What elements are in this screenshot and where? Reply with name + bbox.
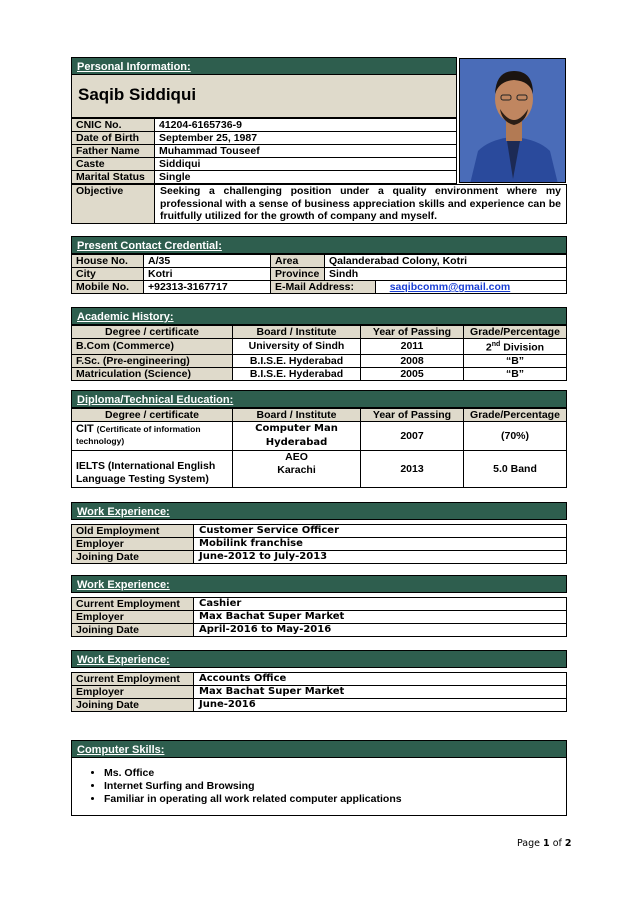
table-row <box>72 673 567 686</box>
board-cell: B.I.S.E. Hyderabad <box>233 367 361 380</box>
page-footer <box>517 838 572 849</box>
row-label: Employer <box>72 686 194 699</box>
column-header: Board / Institute <box>233 409 361 422</box>
board-line-1: Computer Man <box>255 423 338 434</box>
row-value: Max Bachat Super Market <box>194 686 567 699</box>
table-row <box>72 699 567 712</box>
row-value: Single <box>155 171 457 184</box>
board-cell: B.I.S.E. Hyderabad <box>233 354 361 367</box>
objective-table <box>71 184 567 224</box>
grade-rest: Division <box>500 341 545 354</box>
personal-table <box>71 118 457 184</box>
contact-table <box>71 254 567 294</box>
list-item: • Ms. Office <box>104 767 566 780</box>
academic-header: Academic History: <box>71 307 567 325</box>
email-label: E-Mail Address: <box>271 281 376 294</box>
row-label: Employer <box>72 538 194 551</box>
column-header: Year of Passing <box>361 409 464 422</box>
mobile-label: Mobile No. <box>72 281 144 294</box>
degree-cell: F.Sc. (Pre-engineering) <box>72 354 233 367</box>
list-item: • Familiar in operating all work related computer applications <box>104 793 566 806</box>
table-row <box>72 538 567 551</box>
year-cell: 2011 <box>361 339 464 355</box>
table-row <box>72 255 567 268</box>
row-value: Customer Service Officer <box>194 525 567 538</box>
row-label: Father Name <box>72 145 155 158</box>
row-value: Muhammad Touseef <box>155 145 457 158</box>
year-cell: 2005 <box>361 367 464 380</box>
table-row <box>72 158 457 171</box>
area-label: Area <box>271 255 325 268</box>
table-header-row <box>72 409 567 422</box>
diploma-header: Diploma/Technical Education: <box>71 390 567 408</box>
email-link[interactable]: saqibcomm@gmail.com <box>389 281 511 293</box>
row-label: Current Employment <box>72 673 194 686</box>
column-header: Grade/Percentage <box>464 326 567 339</box>
skills-box <box>71 758 567 816</box>
year-cell: 2013 <box>361 451 464 488</box>
table-row <box>72 145 457 158</box>
table-row <box>72 525 567 538</box>
page-total: 2 <box>564 838 572 849</box>
objective-text: Seeking a challenging position under a quality environment where my professional with a sense of business appreciation skills and experience can be fruitfully utilized for the growth of company and myself. <box>155 185 567 224</box>
row-value: Accounts Office <box>194 673 567 686</box>
row-label: Employer <box>72 611 194 624</box>
degree-cell: IELTS (International English Language Testing System) <box>72 451 233 488</box>
applicant-name: Saqib Siddiqui <box>78 85 197 104</box>
year-cell: 2008 <box>361 354 464 367</box>
work-header: Work Experience: <box>71 575 567 593</box>
board-cell: University of Sindh <box>233 339 361 355</box>
work-section-1 <box>71 502 567 564</box>
name-box <box>71 75 457 118</box>
province-label: Province <box>271 268 325 281</box>
column-header: Grade/Percentage <box>464 409 567 422</box>
board-line-2: Hyderabad <box>265 437 328 448</box>
column-header: Degree / certificate <box>72 409 233 422</box>
city-value: Kotri <box>144 268 271 281</box>
row-value: September 25, 1987 <box>155 132 457 145</box>
table-row <box>72 185 567 224</box>
table-row <box>72 119 457 132</box>
row-label: Joining Date <box>72 551 194 564</box>
house-label: House No. <box>72 255 144 268</box>
row-value: 41204-6165736-9 <box>155 119 457 132</box>
table-row <box>72 624 567 637</box>
work-table <box>71 597 567 637</box>
contact-header: Present Contact Credential: <box>71 236 567 254</box>
table-row <box>72 686 567 699</box>
table-row <box>72 598 567 611</box>
table-row <box>72 451 567 488</box>
board-line-2: Karachi <box>277 464 316 476</box>
row-label: Date of Birth <box>72 132 155 145</box>
email-cell <box>375 281 566 294</box>
contact-section <box>71 236 567 294</box>
diploma-section <box>71 390 567 488</box>
board-cell <box>233 451 361 488</box>
personal-header: Personal Information: <box>71 57 457 75</box>
work-table <box>71 524 567 564</box>
profile-photo <box>459 58 566 183</box>
row-value: Cashier <box>194 598 567 611</box>
table-row <box>72 422 567 451</box>
grade-cell: 5.0 Band <box>464 451 567 488</box>
grade-sup: nd <box>491 341 501 348</box>
area-value: Qalanderabad Colony, Kotri <box>325 255 567 268</box>
work-section-3 <box>71 650 567 712</box>
academic-section <box>71 307 567 381</box>
personal-section <box>71 57 567 224</box>
grade-cell: “B” <box>464 367 567 380</box>
work-header: Work Experience: <box>71 650 567 668</box>
row-label: Current Employment <box>72 598 194 611</box>
degree-cell: Matriculation (Science) <box>72 367 233 380</box>
diploma-table <box>71 408 567 488</box>
row-label: Caste <box>72 158 155 171</box>
board-line-1: AEO <box>285 451 308 463</box>
row-label: Joining Date <box>72 699 194 712</box>
skills-list <box>104 767 566 806</box>
row-value: June-2012 to July-2013 <box>194 551 567 564</box>
row-value: April-2016 to May-2016 <box>194 624 567 637</box>
table-row <box>72 132 457 145</box>
board-cell <box>233 422 361 451</box>
cit-abbr: CIT <box>76 423 94 435</box>
column-header: Year of Passing <box>361 326 464 339</box>
of-label: of <box>552 838 562 849</box>
work-section-2 <box>71 575 567 637</box>
mobile-value: +92313-3167717 <box>144 281 271 294</box>
table-header-row <box>72 326 567 339</box>
city-label: City <box>72 268 144 281</box>
degree-cell <box>72 422 233 451</box>
row-label: CNIC No. <box>72 119 155 132</box>
grade-cell: (70%) <box>464 422 567 451</box>
province-value: Sindh <box>325 268 567 281</box>
academic-table <box>71 325 567 381</box>
skills-section <box>71 740 567 816</box>
row-label: Marital Status <box>72 171 155 184</box>
house-value: A/35 <box>144 255 271 268</box>
row-label: Old Employment <box>72 525 194 538</box>
work-header: Work Experience: <box>71 502 567 520</box>
grade-cell <box>464 339 567 355</box>
table-row <box>72 268 567 281</box>
objective-label: Objective <box>72 185 155 224</box>
row-value: Mobilink franchise <box>194 538 567 551</box>
degree-cell: B.Com (Commerce) <box>72 339 233 355</box>
row-value: Max Bachat Super Market <box>194 611 567 624</box>
table-row <box>72 171 457 184</box>
list-item: • Internet Surfing and Browsing <box>104 780 566 793</box>
table-row <box>72 551 567 564</box>
grade-cell: “B” <box>464 354 567 367</box>
page-number: 1 <box>543 838 550 849</box>
row-label: Joining Date <box>72 624 194 637</box>
page-label: Page <box>517 838 540 849</box>
column-header: Board / Institute <box>233 326 361 339</box>
work-table <box>71 672 567 712</box>
grade-num: 2 <box>485 341 492 354</box>
year-cell: 2007 <box>361 422 464 451</box>
cit-desc: (Certificate of information technology) <box>76 424 201 446</box>
skills-header: Computer Skills: <box>71 740 567 758</box>
table-row <box>72 339 567 355</box>
table-row <box>72 354 567 367</box>
row-value: June-2016 <box>194 699 567 712</box>
column-header: Degree / certificate <box>72 326 233 339</box>
table-row <box>72 611 567 624</box>
table-row <box>72 281 567 294</box>
table-row <box>72 367 567 380</box>
row-value: Siddiqui <box>155 158 457 171</box>
